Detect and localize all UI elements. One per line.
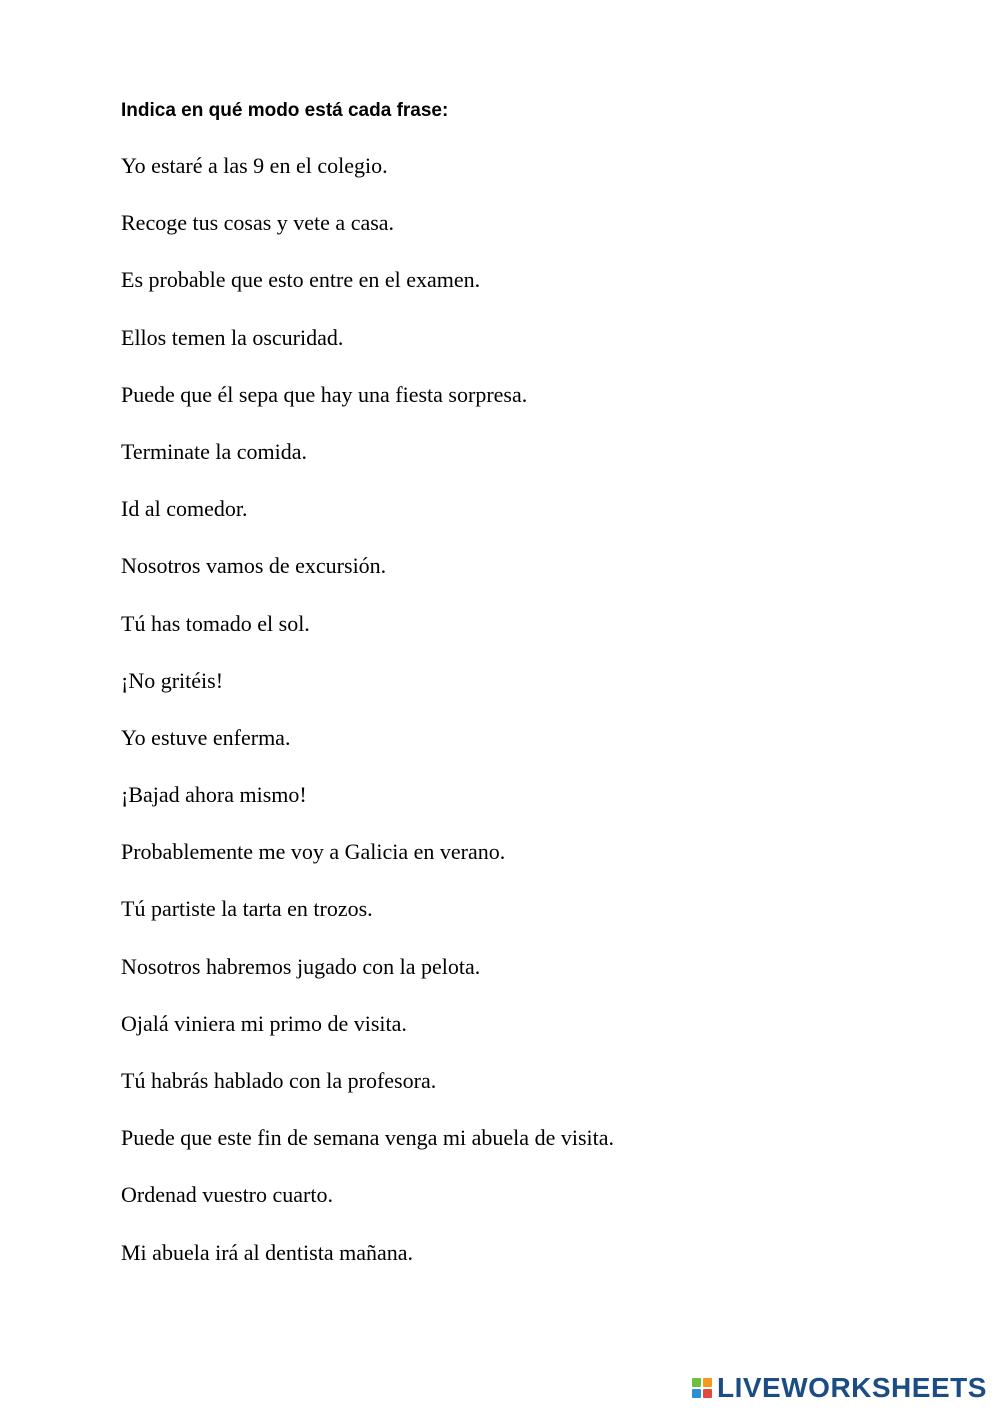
- logo-text: LIVEWORKSHEETS: [717, 1372, 987, 1403]
- sentence-item: Nosotros habremos jugado con la pelota.: [121, 953, 481, 979]
- sentence-item: ¡Bajad ahora mismo!: [121, 782, 307, 808]
- logo-block-red: [703, 1389, 712, 1398]
- sentence-item: ¡No gritéis!: [121, 667, 224, 693]
- worksheet-heading: Indica en qué modo está cada frase:: [121, 100, 449, 121]
- sentence-item: Ellos temen la oscuridad.: [121, 324, 344, 350]
- sentence-item: Tú partiste la tarta en trozos.: [121, 896, 373, 922]
- logo-block-orange: [703, 1378, 712, 1387]
- sentence-item: Puede que él sepa que hay una fiesta sorpresa.: [121, 381, 528, 407]
- sentence-item: Ordenad vuestro cuarto.: [121, 1182, 333, 1208]
- sentence-item: Id al comedor.: [121, 496, 248, 522]
- sentence-item: Puede que este fin de semana venga mi abuela de visita.: [121, 1125, 614, 1151]
- sentence-item: Tú has tomado el sol.: [121, 610, 310, 636]
- sentence-item: Yo estaré a las 9 en el colegio.: [121, 153, 388, 178]
- liveworksheets-blocks-icon: [692, 1378, 712, 1398]
- sentence-item: Recoge tus cosas y vete a casa.: [121, 210, 395, 236]
- sentence-item: Probablemente me voy a Galicia en verano.: [121, 839, 506, 865]
- sentence-item: Ojalá viniera mi primo de visita.: [121, 1010, 407, 1036]
- liveworksheets-logo: [692, 1372, 987, 1404]
- sentence-list: [121, 152, 614, 1296]
- sentence-item: Tú habrás hablado con la profesora.: [121, 1068, 437, 1093]
- logo-block-green: [692, 1378, 701, 1387]
- sentence-item: Nosotros vamos de excursión.: [121, 553, 387, 579]
- logo-block-blue: [692, 1389, 701, 1398]
- sentence-item: Yo estuve enferma.: [121, 724, 291, 750]
- sentence-item: Mi abuela irá al dentista mañana.: [121, 1239, 413, 1265]
- sentence-item: Es probable que esto entre en el examen.: [121, 267, 481, 293]
- sentence-item: Terminate la comida.: [121, 438, 307, 464]
